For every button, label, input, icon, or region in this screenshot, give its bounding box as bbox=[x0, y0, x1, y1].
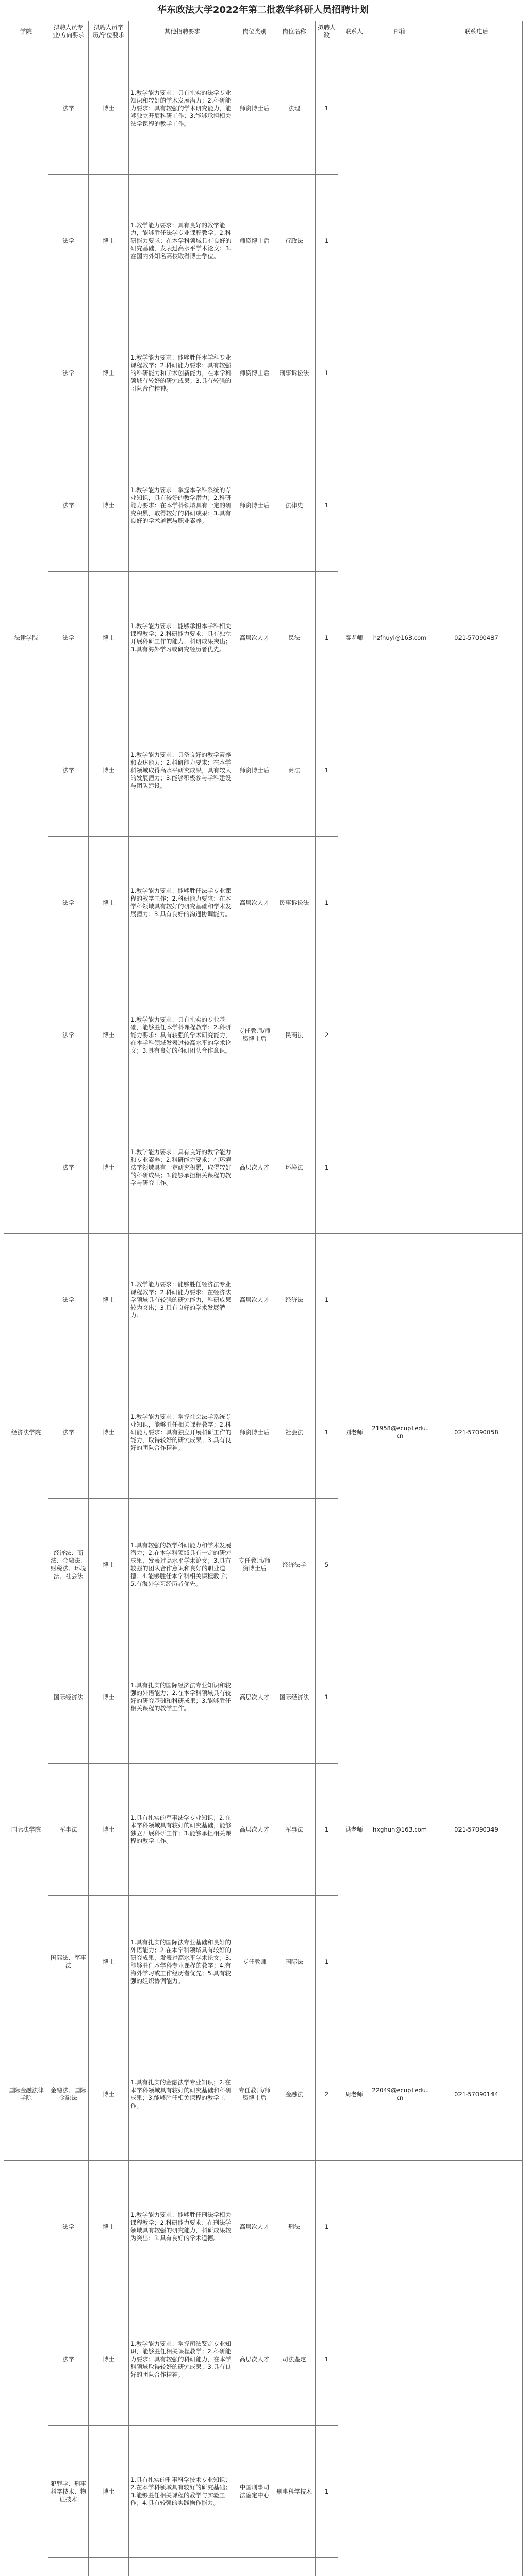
position-cell: 经济法学 bbox=[273, 1499, 316, 1631]
contact-cell: 洪老师 bbox=[338, 1631, 370, 2028]
major-cell: 国际法、军事法 bbox=[48, 1896, 89, 2028]
category-cell: 师资博士后 bbox=[236, 1366, 273, 1499]
requirement-cell: 1.教学能力要求：掌握本学科系统的专业知识，具有较好的教学潜力；2.科研能力要求：在本学科领域具有一定的研究积累，取得较好的科研成果；3.具有良好的学术道德与职业素养。 bbox=[129, 439, 236, 572]
position-cell: 军事法 bbox=[273, 1764, 316, 1896]
position-cell: 环境法 bbox=[273, 1101, 316, 1234]
major-cell: 法学 bbox=[48, 704, 89, 837]
column-header: 拟聘人员专业/方向要求 bbox=[48, 21, 89, 42]
column-header: 拟聘人数 bbox=[316, 21, 338, 42]
quota-cell: 1 bbox=[316, 572, 338, 704]
major-cell: 法学 bbox=[48, 969, 89, 1101]
phone-cell bbox=[430, 2161, 523, 2576]
quota-cell: 1 bbox=[316, 307, 338, 439]
college-cell: 国际法学院 bbox=[4, 1631, 48, 2028]
quota-cell: 1 bbox=[316, 1631, 338, 1764]
category-cell: 师资博士后 bbox=[236, 175, 273, 307]
category-cell: 高层次人才 bbox=[236, 1764, 273, 1896]
table-row bbox=[4, 42, 523, 175]
category-cell: 中国刑事司法鉴定中心 bbox=[236, 2426, 273, 2558]
quota-cell: 1 bbox=[316, 2161, 338, 2293]
quota-cell: 1 bbox=[316, 1896, 338, 2028]
degree-cell: 博士 bbox=[89, 1234, 129, 1366]
category-cell bbox=[236, 2558, 273, 2576]
category-cell: 高层次人才 bbox=[236, 837, 273, 969]
table-header-row bbox=[4, 21, 523, 42]
position-cell: 行政法 bbox=[273, 175, 316, 307]
major-cell: 金融法、国际金融法 bbox=[48, 2028, 89, 2161]
column-header: 拟聘人员学历/学位要求 bbox=[89, 21, 129, 42]
degree-cell: 博士 bbox=[89, 704, 129, 837]
major-cell: 经济法、商法、金融法、财税法、环境法、社会法 bbox=[48, 1499, 89, 1631]
category-cell: 专任教师 bbox=[236, 1896, 273, 2028]
degree-cell: 博士 bbox=[89, 969, 129, 1101]
table-row bbox=[4, 1631, 523, 1764]
degree-cell: 博士 bbox=[89, 1101, 129, 1234]
position-cell: 刑法 bbox=[273, 2161, 316, 2293]
major-cell: 法学 bbox=[48, 439, 89, 572]
college-cell bbox=[4, 2161, 48, 2576]
quota-cell: 1 bbox=[316, 1764, 338, 1896]
requirement-cell: 1.教学能力要求：具有良好的教学能力，能够胜任法学专业课程教学；2.科研能力要求：在本学科领域具有良好的研究基础，发表过高水平学术论文；3.在国内外知名高校取得博士学位。 bbox=[129, 175, 236, 307]
requirement-cell: 1.教学能力要求：掌握司法鉴定专业知识，能够胜任相关课程教学；2.科研能力要求：具有较强的科研能力，在本学科领域取得较好的研究成果；3.具有良好的团队合作精神。 bbox=[129, 2293, 236, 2426]
degree-cell: 博士 bbox=[89, 439, 129, 572]
major-cell: 犯罪学、刑事科学技术、物证技术 bbox=[48, 2426, 89, 2558]
category-cell: 专任教师/师资博士后 bbox=[236, 969, 273, 1101]
degree-cell: 博士 bbox=[89, 572, 129, 704]
requirement-cell: 1.教学能力要求：能够胜任刑法学相关课程教学；2.科研能力要求：在刑法学领域具有较强的研究能力，科研成果较为突出；3.具有良好的学术道德。 bbox=[129, 2161, 236, 2293]
degree-cell: 博士 bbox=[89, 42, 129, 175]
requirement-cell: 1.教学能力要求：掌握社会法学系统专业知识，能够胜任相关课程教学；2.科研能力要求：具有独立开展科研工作的能力，取得较好的研究成果；3.具有良好的团队合作精神。 bbox=[129, 1366, 236, 1499]
quota-cell bbox=[316, 2558, 338, 2576]
quota-cell: 1 bbox=[316, 439, 338, 572]
quota-cell: 2 bbox=[316, 969, 338, 1101]
position-cell: 民商法 bbox=[273, 969, 316, 1101]
phone-cell: 021-57090349 bbox=[430, 1631, 523, 2028]
position-cell: 金融法 bbox=[273, 2028, 316, 2161]
major-cell: 法学 bbox=[48, 307, 89, 439]
category-cell: 高层次人才 bbox=[236, 572, 273, 704]
requirement-cell: 1.教学能力要求：能够胜任本学科专业课程教学；2.科研能力要求：具有较强的科研能力和学术创新能力，在本学科领域有较好的研究成果；3.具有较强的团队合作精神。 bbox=[129, 307, 236, 439]
college-cell: 国际金融法律学院 bbox=[4, 2028, 48, 2161]
requirement-cell: 1.具有扎实的军事法学专业知识；2.在本学科领域具有较好的研究基础，能够独立开展科研工作；3.能够承担相关课程的教学工作。 bbox=[129, 1764, 236, 1896]
degree-cell: 博士 bbox=[89, 837, 129, 969]
requirement-cell: 1.教学能力要求：具有良好的教学能力和专业素养；2.科研能力要求：在环境法学领域具有一定研究积累，取得较好的科研成果；3.能够承担相关课程的教学与研究工作。 bbox=[129, 1101, 236, 1234]
requirement-cell: 1.教学能力要求：能够胜任法学专业课程的教学工作；2.科研能力要求：在本学科领域具有较好的研究基础和学术发展潜力；3.具有良好的沟通协调能力。 bbox=[129, 837, 236, 969]
degree-cell: 博士 bbox=[89, 2161, 129, 2293]
degree-cell: 博士 bbox=[89, 307, 129, 439]
quota-cell: 1 bbox=[316, 704, 338, 837]
category-cell: 师资博士后 bbox=[236, 307, 273, 439]
quota-cell: 1 bbox=[316, 2293, 338, 2426]
requirement-cell: 1.具有扎实的国际法专业基础和良好的外语能力；2.在本学科领域具有较好的研究成果，发表过高水平学术论文；3.能够胜任本学科专业课程的教学；4.有海外学习或工作经历者优先；5.具有较强的组织协调能力。 bbox=[129, 1896, 236, 2028]
email-cell: 21958@ecupl.edu.cn bbox=[370, 1234, 430, 1631]
degree-cell: 博士 bbox=[89, 1631, 129, 1764]
table-row bbox=[4, 1234, 523, 1366]
requirement-cell: 1.教学能力要求：具备良好的教学素养和表达能力；2.科研能力要求：在本学科领域取得高水平研究成果，具有较大的发展潜力；3.能够积极参与学科建设与团队建设。 bbox=[129, 704, 236, 837]
column-header: 岗位类别 bbox=[236, 21, 273, 42]
major-cell: 法学 bbox=[48, 2161, 89, 2293]
major-cell bbox=[48, 2558, 89, 2576]
contact-cell bbox=[338, 2161, 370, 2576]
phone-cell: 021-57090144 bbox=[430, 2028, 523, 2161]
category-cell: 高层次人才 bbox=[236, 1234, 273, 1366]
category-cell: 高层次人才 bbox=[236, 2161, 273, 2293]
quota-cell: 5 bbox=[316, 1499, 338, 1631]
position-cell: 社会法 bbox=[273, 1366, 316, 1499]
quota-cell: 1 bbox=[316, 1101, 338, 1234]
position-cell: 司法鉴定 bbox=[273, 2293, 316, 2426]
table-row bbox=[4, 2161, 523, 2293]
quota-cell: 1 bbox=[316, 42, 338, 175]
position-cell bbox=[273, 2558, 316, 2576]
contact-cell: 秦老师 bbox=[338, 42, 370, 1234]
major-cell: 军事法 bbox=[48, 1764, 89, 1896]
category-cell: 师资博士后 bbox=[236, 439, 273, 572]
position-cell: 法理 bbox=[273, 42, 316, 175]
position-cell: 法律史 bbox=[273, 439, 316, 572]
position-cell: 国际经济法 bbox=[273, 1631, 316, 1764]
position-cell: 刑事科学技术 bbox=[273, 2426, 316, 2558]
position-cell: 民法 bbox=[273, 572, 316, 704]
quota-cell: 1 bbox=[316, 837, 338, 969]
requirement-cell bbox=[129, 2558, 236, 2576]
quota-cell: 2 bbox=[316, 2028, 338, 2161]
page-title: 华东政法大学2022年第二批教学科研人员招聘计划 bbox=[157, 5, 369, 15]
major-cell: 国际经济法 bbox=[48, 1631, 89, 1764]
degree-cell: 博士 bbox=[89, 1764, 129, 1896]
requirement-cell: 1.教学能力要求：能够胜任经济法专业课程教学；2.科研能力要求：在经济法学领域具有较强的研究能力，科研成果较为突出；3.具有良好的学术发展潜力。 bbox=[129, 1234, 236, 1366]
degree-cell: 博士 bbox=[89, 1366, 129, 1499]
major-cell: 法学 bbox=[48, 572, 89, 704]
column-header: 邮箱 bbox=[370, 21, 430, 42]
degree-cell: 博士 bbox=[89, 2028, 129, 2161]
requirement-cell: 1.具有扎实的刑事科学技术专业知识；2.在本学科领域具有较好的研究基础；3.能够胜任相关课程的教学与实验工作；4.具有较强的实践操作能力。 bbox=[129, 2426, 236, 2558]
requirement-cell: 1.具有较强的教学科研能力和学术发展潜力；2.在本学科领域具有一定的研究成果，发表过高水平学术论文；3.具有较强的团队合作意识和良好的职业道德；4.能够胜任本学科相关课程教学；5.有海外学习经历者优先。 bbox=[129, 1499, 236, 1631]
major-cell: 法学 bbox=[48, 1101, 89, 1234]
category-cell: 师资博士后 bbox=[236, 704, 273, 837]
category-cell: 高层次人才 bbox=[236, 1631, 273, 1764]
degree-cell: 博士 bbox=[89, 1499, 129, 1631]
column-header: 岗位名称 bbox=[273, 21, 316, 42]
column-header: 联系电话 bbox=[430, 21, 523, 42]
email-cell: hxghun@163.com bbox=[370, 1631, 430, 2028]
quota-cell: 1 bbox=[316, 1366, 338, 1499]
position-cell: 经济法 bbox=[273, 1234, 316, 1366]
degree-cell: 博士 bbox=[89, 2293, 129, 2426]
college-cell: 经济法学院 bbox=[4, 1234, 48, 1631]
major-cell: 法学 bbox=[48, 42, 89, 175]
position-cell: 国际法 bbox=[273, 1896, 316, 2028]
category-cell: 专任教师/师资博士后 bbox=[236, 2028, 273, 2161]
column-header: 学院 bbox=[4, 21, 48, 42]
major-cell: 法学 bbox=[48, 837, 89, 969]
requirement-cell: 1.教学能力要求：具有扎实的法学专业知识和较好的学术发展潜力；2.科研能力要求：具有较强的学术研究能力，能够独立开展科研工作；3.能够承担相关法学课程的教学工作。 bbox=[129, 42, 236, 175]
college-cell: 法律学院 bbox=[4, 42, 48, 1234]
column-header: 其他招聘要求 bbox=[129, 21, 236, 42]
major-cell: 法学 bbox=[48, 1366, 89, 1499]
requirement-cell: 1.具有扎实的国际经济法专业知识和较强的外语能力；2.在本学科领域具有较好的研究基础和科研成果；3.能够胜任相关课程的教学工作。 bbox=[129, 1631, 236, 1764]
email-cell: 22049@ecupl.edu.cn bbox=[370, 2028, 430, 2161]
email-cell bbox=[370, 2161, 430, 2576]
requirement-cell: 1.教学能力要求：具有扎实的专业基础，能够胜任本学科课程教学；2.科研能力要求：具有较强的学术研究能力，在本学科领域发表过较高水平的学术论文；3.具有良好的科研团队合作意识。 bbox=[129, 969, 236, 1101]
requirement-cell: 1.教学能力要求：能够承担本学科相关课程教学；2.科研能力要求：具有独立开展科研工作的能力，科研成果突出；3.具有海外学习或研究经历者优先。 bbox=[129, 572, 236, 704]
major-cell: 法学 bbox=[48, 2293, 89, 2426]
email-cell: hzfhuyi@163.com bbox=[370, 42, 430, 1234]
phone-cell: 021-57090487 bbox=[430, 42, 523, 1234]
recruitment-table bbox=[4, 21, 523, 2576]
major-cell: 法学 bbox=[48, 1234, 89, 1366]
position-cell: 刑事诉讼法 bbox=[273, 307, 316, 439]
table-row bbox=[4, 2028, 523, 2161]
position-cell: 民事诉讼法 bbox=[273, 837, 316, 969]
quota-cell: 1 bbox=[316, 175, 338, 307]
contact-cell: 周老师 bbox=[338, 2028, 370, 2161]
category-cell: 师资博士后 bbox=[236, 42, 273, 175]
phone-cell: 021-57090058 bbox=[430, 1234, 523, 1631]
position-cell: 商法 bbox=[273, 704, 316, 837]
column-header: 联系人 bbox=[338, 21, 370, 42]
major-cell: 法学 bbox=[48, 175, 89, 307]
category-cell: 专任教师/师资博士后 bbox=[236, 1499, 273, 1631]
requirement-cell: 1.具有扎实的金融法学专业知识；2.在本学科领域具有较好的研究基础和科研成果；3.能够胜任相关课程的教学工作。 bbox=[129, 2028, 236, 2161]
category-cell: 高层次人才 bbox=[236, 1101, 273, 1234]
category-cell: 高层次人才 bbox=[236, 2293, 273, 2426]
quota-cell: 1 bbox=[316, 2426, 338, 2558]
degree-cell: 博士 bbox=[89, 175, 129, 307]
degree-cell: 博士 bbox=[89, 1896, 129, 2028]
quota-cell: 1 bbox=[316, 1234, 338, 1366]
degree-cell: 博士 bbox=[89, 2426, 129, 2558]
degree-cell bbox=[89, 2558, 129, 2576]
contact-cell: 刘老师 bbox=[338, 1234, 370, 1631]
